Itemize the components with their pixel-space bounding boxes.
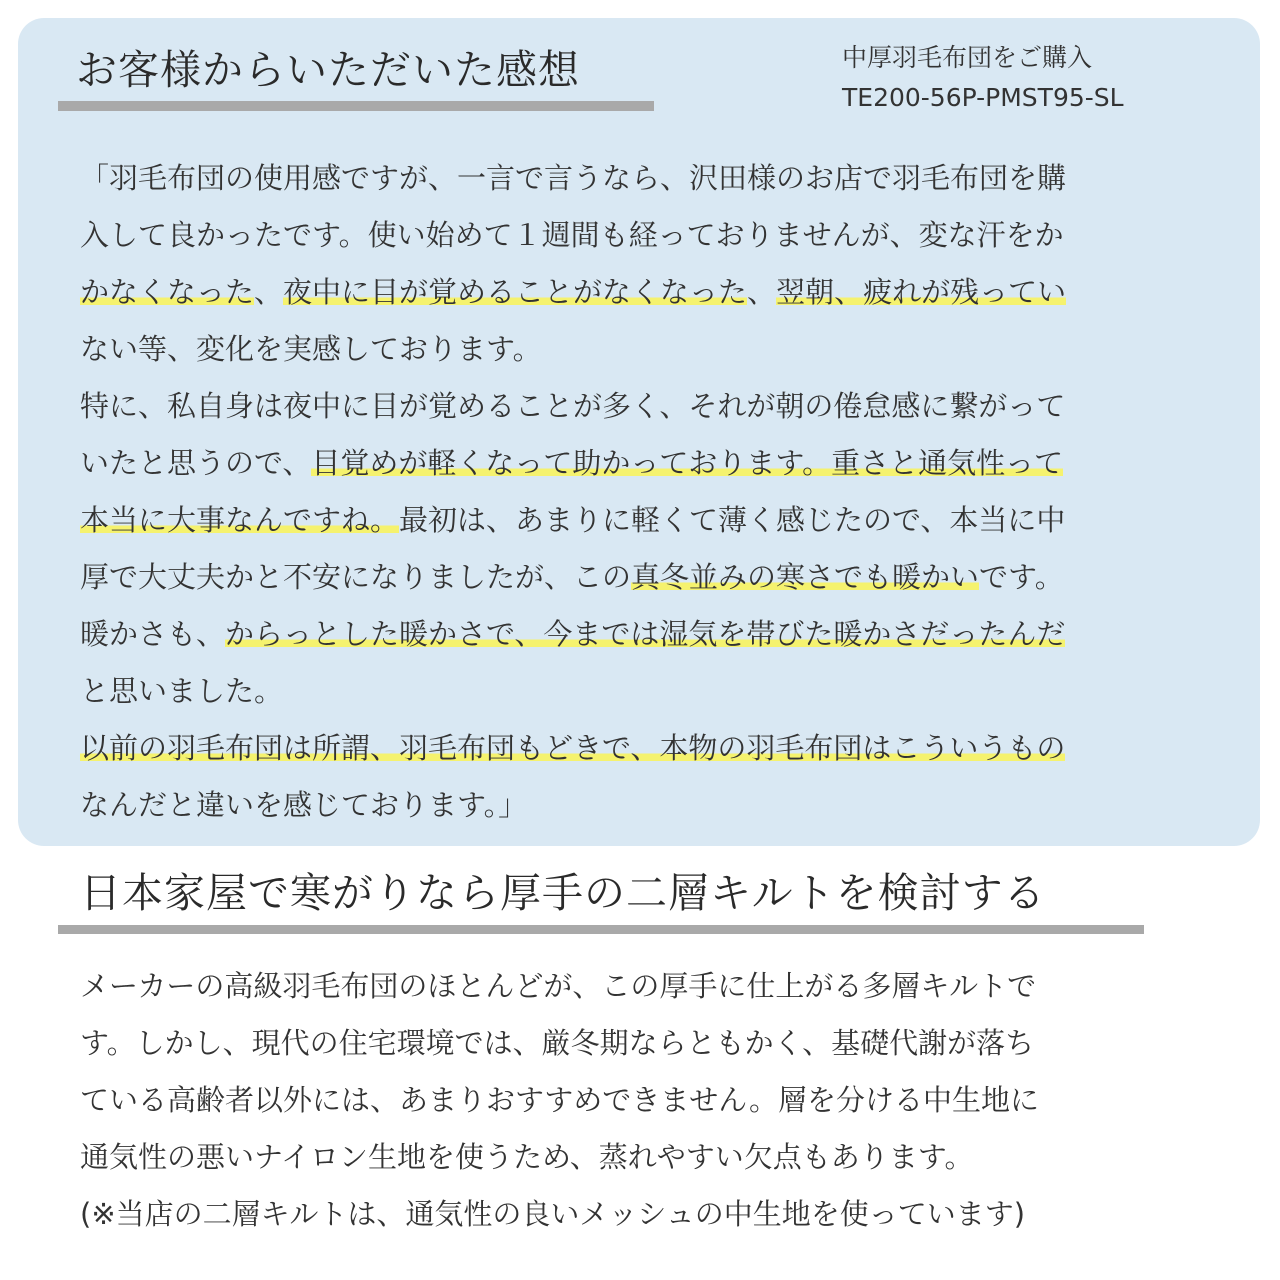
highlighted-text: 翌朝、疲れが残ってい: [776, 275, 1067, 309]
section-title-underline: [58, 925, 1144, 934]
review-line: [80, 378, 1180, 435]
review-text-segment: と思いました。: [80, 674, 284, 708]
section-title: 日本家屋で寒がりなら厚手の二層キルトを検討する: [80, 869, 1046, 917]
body-line: (※当店の二層キルトは、通気性の良いメッシュの中生地を使っています): [80, 1197, 1026, 1231]
review-line: [80, 777, 1180, 834]
review-title-underline: [58, 101, 654, 111]
product-name: 中厚羽毛布団をご購入: [842, 43, 1093, 72]
review-text-segment: 、: [254, 275, 284, 309]
review-text-segment: いたと思うので、: [80, 446, 312, 480]
product-code: TE200-56P-PMST95-SL: [842, 83, 1124, 112]
review-line: [80, 549, 1180, 606]
review-line: [80, 492, 1180, 549]
review-text-segment: 入して良かったです。使い始めて１週間も経っておりませんが、変な汗をか: [80, 218, 1064, 252]
review-line: [80, 606, 1180, 663]
review-text-segment: 最初は、あまりに軽くて薄く感じたので、本当に中: [399, 503, 1066, 537]
highlighted-text: かなくなった: [80, 275, 255, 309]
review-text-segment: 特に、私自身は夜中に目が覚めることが多く、それが朝の倦怠感に繋がって: [80, 389, 1066, 423]
review-line: [80, 207, 1180, 264]
body-line: メーカーの高級羽毛布団のほとんどが、この厚手に仕上がる多層キルトで: [80, 969, 1037, 1003]
review-line: [80, 435, 1180, 492]
highlighted-text: 夜中に目が覚めることがなくなった: [283, 275, 748, 309]
review-title: お客様からいただいた感想: [76, 46, 580, 94]
review-text-segment: 厚で大丈夫かと不安になりましたが、この: [80, 560, 632, 594]
review-text-segment: 「羽毛布団の使用感ですが、一言で言うなら、沢田様のお店で羽毛布団を購: [80, 161, 1067, 195]
highlighted-text: からっとした暖かさで、今までは湿気を帯びた暖かさだったんだ: [225, 617, 1066, 651]
product-info: [842, 38, 1124, 118]
review-line: [80, 321, 1180, 378]
highlighted-text: 本当に大事なんですね。: [80, 503, 400, 537]
review-line: [80, 150, 1180, 207]
review-line: [80, 264, 1180, 321]
body-line: ている高齢者以外には、あまりおすすめできません。層を分ける中生地に: [80, 1083, 1040, 1117]
body-line: す。しかし、現代の住宅環境では、厳冬期ならともかく、基礎代謝が落ち: [80, 1026, 1035, 1060]
review-text-segment: なんだと違いを感じております。」: [80, 788, 528, 822]
review-line: [80, 720, 1180, 777]
highlighted-text: 以前の羽毛布団は所謂、羽毛布団もどきで、本物の羽毛布団はこういうもの: [80, 731, 1066, 765]
review-text-segment: ない等、変化を実感しております。: [80, 332, 542, 366]
section-body-text: [80, 958, 1230, 1243]
review-line: [80, 663, 1180, 720]
review-text-segment: です。: [979, 560, 1064, 594]
review-text: [80, 150, 1180, 834]
review-text-segment: 、: [747, 275, 777, 309]
body-line: 通気性の悪いナイロン生地を使うため、蒸れやすい欠点もあります。: [80, 1140, 974, 1174]
highlighted-text: 真冬並みの寒さでも暖かい: [631, 560, 980, 594]
review-text-segment: 暖かさも、: [80, 617, 226, 651]
highlighted-text: 目覚めが軽くなって助かっております。重さと通気性って: [311, 446, 1064, 480]
